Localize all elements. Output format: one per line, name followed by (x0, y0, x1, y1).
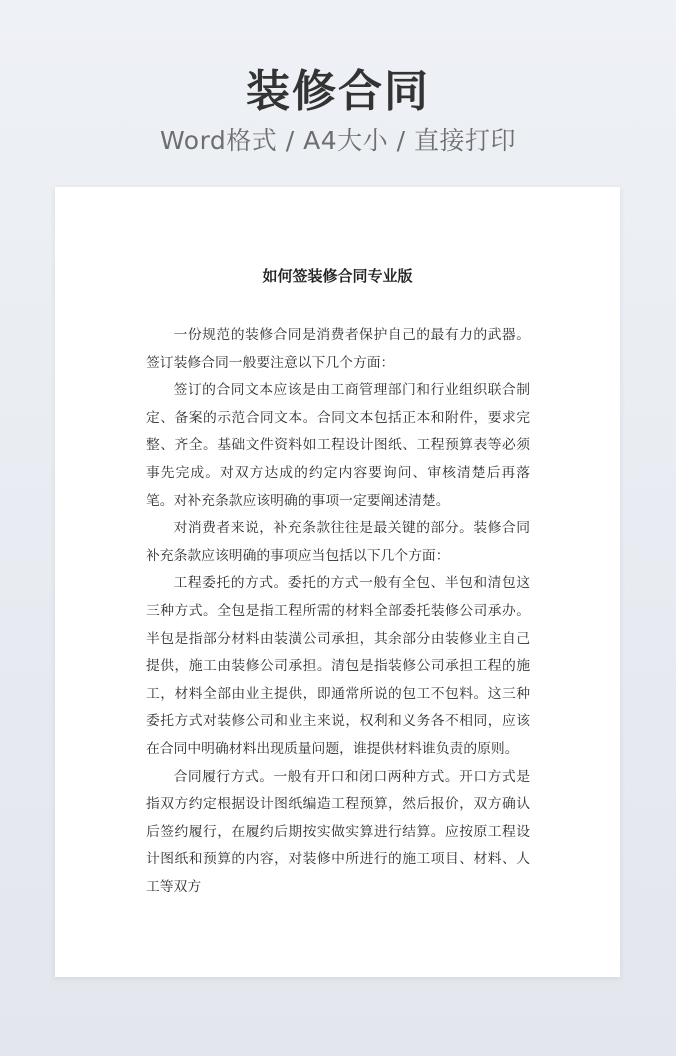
document-body (146, 322, 530, 901)
paragraph: 一份规范的装修合同是消费者保护自己的最有力的武器。签订装修合同一般要注意以下几个方面： (146, 327, 530, 371)
document-page (55, 187, 620, 977)
paragraph: 对消费者来说，补充条款往往是最关键的部分。装修合同补充条款应该明确的事项应当包括以下几个方面： (146, 520, 530, 564)
header (0, 62, 676, 158)
paragraph: 签订的合同文本应该是由工商管理部门和行业组织联合制定、备案的示范合同文本。合同文本包括正本和附件，要求完整、齐全。基础文件资料如工程设计图纸、工程预算表等必须事先完成。对双方达成的约定内容要询问、审核清楚后再落笔。对补充条款应该明确的事项一定要阐述清楚。 (146, 382, 530, 509)
paragraph: 工程委托的方式。委托的方式一般有全包、半包和清包这三种方式。全包是指工程所需的材料全部委托装修公司承办。半包是指部分材料由装潢公司承担，其余部分由装修业主自己提供，施工由装修公司承担。清包是指装修公司承担工程的施工，材料全部由业主提供，即通常所说的包工不包料。这三种委托方式对装修公司和业主来说，权利和义务各不相同，应该在合同中明确材料出现质量问题，谁提供材料谁负责的原则。 (146, 575, 530, 757)
document-title: 如何签装修合同专业版 (262, 267, 413, 285)
page-title: 装修合同 (246, 66, 430, 117)
page-subtitle: Word格式 / A4大小 / 直接打印 (160, 126, 516, 155)
paragraph: 合同履行方式。一般有开口和闭口两种方式。开口方式是指双方约定根据设计图纸编造工程预算，然后报价，双方确认后签约履行，在履约后期按实做实算进行结算。应按原工程设计图纸和预算的内容，对装修中所进行的施工项目、材料、人工等双方 (146, 768, 530, 895)
